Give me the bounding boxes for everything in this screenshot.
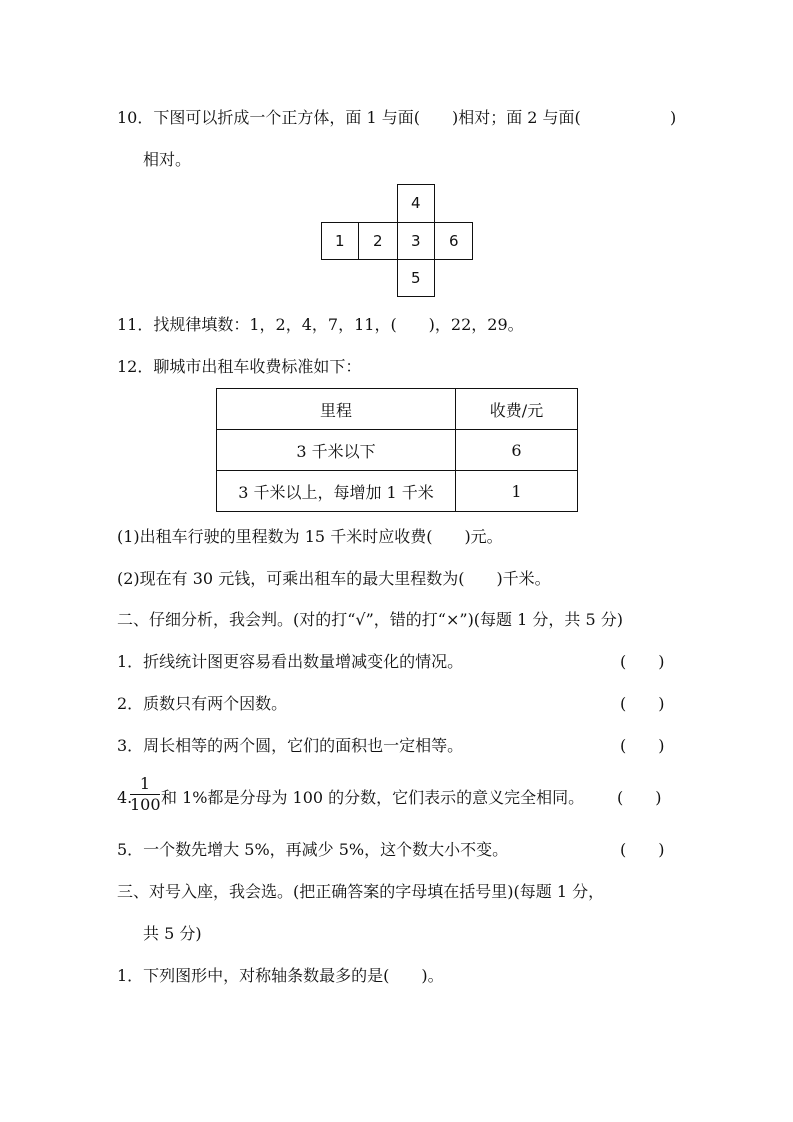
table-cell: 3 千米以下 <box>217 430 456 471</box>
fraction-numerator: 1 <box>139 774 151 793</box>
q11-text: 11．找规律填数：1，2，4，7，11，( )，22，29。 <box>117 315 524 334</box>
table-row <box>217 430 578 471</box>
q10-closing-paren: ) <box>670 108 677 127</box>
judge-item-2: 2．质数只有两个因数。 <box>117 694 288 713</box>
table-header-fee: 收费/元 <box>456 389 578 430</box>
face-label-5: 5 <box>411 269 421 287</box>
q12-sub1: (1)出租车行驶的里程数为 15 千米时应收费( )元。 <box>117 527 503 546</box>
table-cell: 1 <box>456 471 578 512</box>
section2-heading: 二、仔细分析，我会判。(对的打“√”，错的打“×”)(每题 1 分，共 5 分) <box>117 610 623 629</box>
q10-text: 10．下图可以折成一个正方体，面 1 与面( )相对；面 2 与面( <box>117 108 581 127</box>
face-label-2: 2 <box>373 232 383 250</box>
judge-item-5: 5．一个数先增大 5%，再减少 5%，这个数大小不变。 <box>117 840 509 859</box>
section3-heading: 三、对号入座，我会选。(把正确答案的字母填在括号里)(每题 1 分， <box>117 882 605 901</box>
judge-item-4-prefix: 4. <box>117 788 133 807</box>
table-row <box>217 471 578 512</box>
q10-line1 <box>117 108 581 128</box>
q12-title: 12．聊城市出租车收费标准如下： <box>117 357 362 376</box>
answer-paren[interactable]: ( ) <box>617 788 662 807</box>
q12-sub2: (2)现在有 30 元钱，可乘出租车的最大里程数为( )千米。 <box>117 569 551 588</box>
fraction-denominator: 100 <box>130 795 161 814</box>
answer-paren[interactable]: ( ) <box>620 694 665 713</box>
table-cell: 3 千米以上，每增加 1 千米 <box>217 471 456 512</box>
table-header-distance: 里程 <box>217 389 456 430</box>
fraction <box>130 775 160 814</box>
face-label-3: 3 <box>411 232 421 250</box>
judge-item-3: 3．周长相等的两个圆，它们的面积也一定相等。 <box>117 736 464 755</box>
answer-paren[interactable]: ( ) <box>620 840 665 859</box>
judge-item-1: 1．折线统计图更容易看出数量增减变化的情况。 <box>117 652 464 671</box>
section3-q1: 1．下列图形中，对称轴条数最多的是( )。 <box>117 966 444 985</box>
section3-heading-cont: 共 5 分) <box>143 924 202 943</box>
face-label-1: 1 <box>335 232 345 250</box>
table-cell: 6 <box>456 430 578 471</box>
face-label-4: 4 <box>411 194 421 212</box>
answer-paren[interactable]: ( ) <box>620 652 665 671</box>
table-header-row <box>217 389 578 430</box>
face-label-6: 6 <box>449 232 459 250</box>
fee-table <box>216 388 578 512</box>
answer-paren[interactable]: ( ) <box>620 736 665 755</box>
q10-line2: 相对。 <box>143 150 192 169</box>
judge-item-4: 和 1%都是分母为 100 的分数，它们表示的意义完全相同。 <box>161 788 585 807</box>
